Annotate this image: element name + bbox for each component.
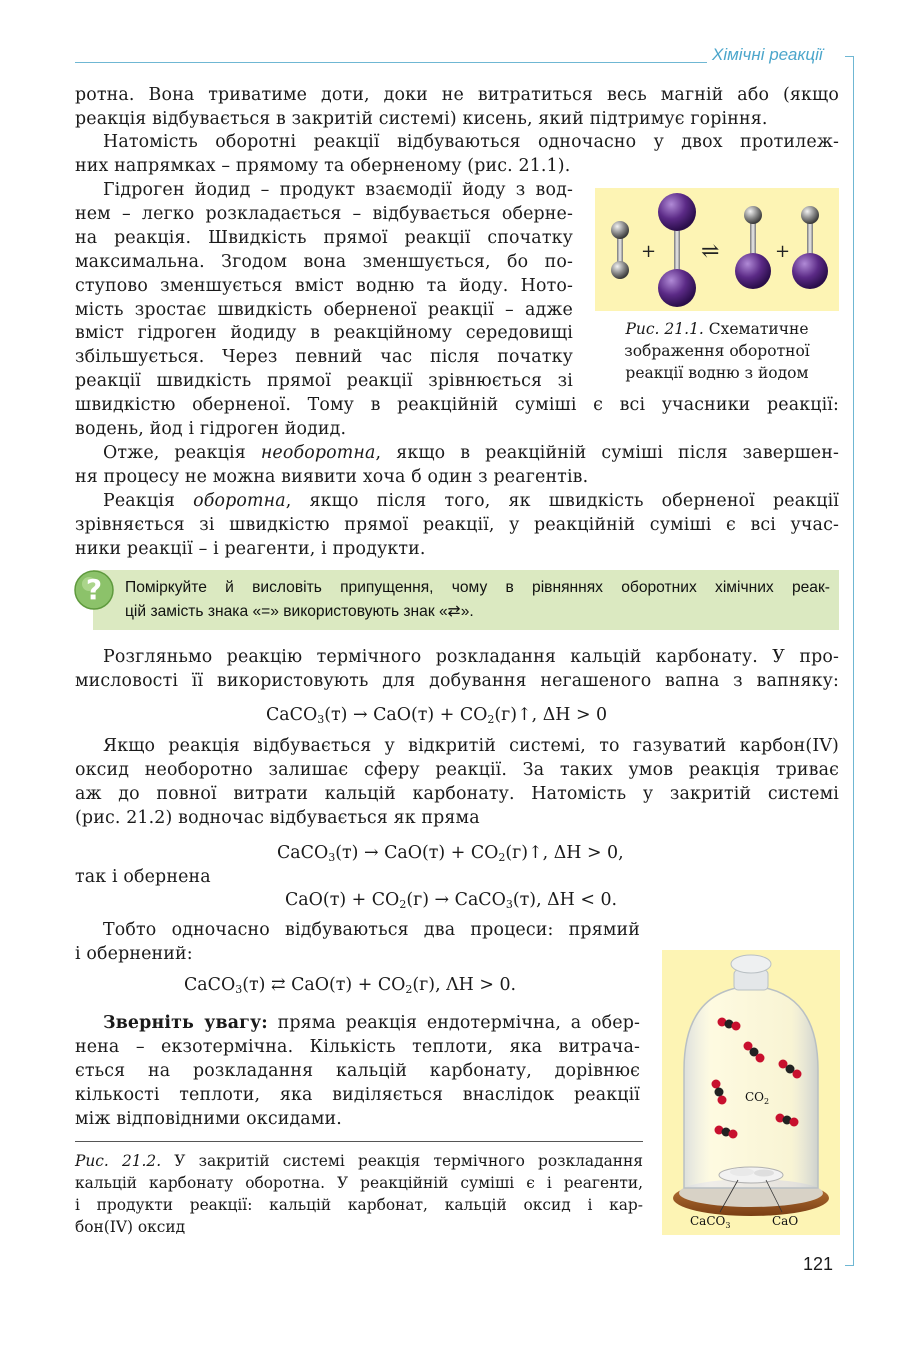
text-line: збільшується. Через певний час після початку	[75, 347, 573, 368]
hi-molecule	[735, 206, 771, 289]
caption-text: кальцій карбонату оборотна. У реакційній суміші є і реагенти,	[75, 1174, 643, 1192]
paragraph-3-full	[75, 394, 839, 442]
text-line: ня процесу не можна виявити хоча б один з реагентів.	[75, 466, 589, 487]
figure-21-1-caption	[595, 318, 839, 384]
text-line: мість зростає швидкість оберненої реакції – адже	[75, 299, 573, 320]
equilibrium-arrows: ⇌	[701, 239, 720, 264]
page-number: 121	[803, 1254, 834, 1274]
figure-21-2-caption	[75, 1150, 643, 1238]
equation-equilibrium: CaCO$_3$(т) ⇄ $CaO(т) + CO_2(г)$, ΛH > 0.	[184, 975, 517, 996]
text-line: ступово зменшується вміст водню та йоду. Ното-	[75, 275, 573, 296]
caco3-label: CaCO$_3$	[690, 1214, 731, 1230]
figure-21-1	[595, 188, 839, 311]
text-line: цій замість знака «=» використовують знак «⇄».	[125, 603, 474, 620]
term-reversible: оборотна	[193, 491, 286, 511]
page-margin-bracket	[845, 56, 854, 1266]
text-line: мисловості її використовують для добування негашеного вапна з вапняку:	[75, 670, 839, 691]
caption-rule	[75, 1141, 643, 1142]
paragraph-5-definition	[75, 490, 839, 562]
text-line: Поміркуйте й висловіть припущення, чому в рівняннях оборотних хімічних реак-	[125, 579, 830, 596]
text-line: ється на розкладання кальцій карбонату, дорівнює	[75, 1060, 640, 1081]
note-label: Зверніть увагу:	[103, 1013, 268, 1033]
text-line: зрівняється зі швидкістю прямої реакції, у реакційній суміші є всі учас-	[75, 514, 839, 535]
equation-reverse: $CaO(т) + CO_2(г)$ → CaCO$_3$(т), ΔH < 0.	[285, 890, 618, 911]
term-irreversible: необоротна	[260, 443, 376, 463]
h2-molecule	[611, 221, 629, 279]
figure-21-2	[662, 950, 840, 1235]
paragraph-4-definition	[75, 442, 839, 490]
paragraph-3-wrapped	[75, 179, 573, 394]
caption-text: і продукти реакції: кальцій карбонат, кальцій оксид і кар-	[75, 1196, 643, 1214]
text-line: Гідроген йодид – продукт взаємодії йоду з вод-	[103, 180, 573, 200]
text-line: оксид необоротно залишає сферу реакції. За таких умов реакція триває	[75, 759, 839, 780]
text-line: так і обернена	[75, 867, 211, 887]
text-line: аж до повної витрати кальцій карбонату. Натомість у закритій системі	[75, 783, 839, 804]
text-line: ники реакції – і реагенти, і продукти.	[75, 538, 426, 559]
hi-reaction-diagram	[595, 188, 839, 311]
question-icon	[74, 570, 114, 610]
svg-text:?: ?	[85, 573, 103, 606]
co2-label: $CO_2$	[745, 1090, 770, 1106]
text-line: реакції швидкість прямої реакції зрівнюється зі	[75, 371, 573, 392]
cao-label: CaO	[772, 1214, 799, 1228]
caption-text: бон(IV) оксид	[75, 1218, 186, 1236]
text-fragment: Отже, реакція	[103, 443, 261, 463]
text-line: ротна. Вона триватиме доти, доки не витратиться весь магній або (якщо	[75, 85, 839, 105]
text-line: швидкістю оберненої. Тому в реакційній суміші є всі учасники реакції:	[75, 395, 839, 415]
text-line: реакція відбувається в закритій системі) кисень, який підтримує горіння.	[75, 108, 768, 129]
paragraph-1	[75, 84, 839, 132]
equation-forward: CaCO$_3$(т) → $CaO(т) + CO_2(г)↑$, ΔH > 0,	[277, 843, 624, 864]
glass-bell	[684, 986, 818, 1188]
stopper	[731, 955, 771, 973]
paragraph-9	[75, 919, 640, 967]
text-line: водень, йод і гідроген йодид.	[75, 418, 347, 439]
text-line: нена – екзотермічна. Кількість теплоти, яка витрача-	[75, 1036, 640, 1057]
text-line: кількості теплоти, яка виділяється внаслідок реакції	[75, 1084, 640, 1105]
paragraph-10-note	[75, 1012, 640, 1132]
text-fragment: , якщо в реакційній суміші після завершен-	[375, 443, 840, 463]
question-text	[125, 576, 830, 624]
caption-text: зображення оборотної	[624, 342, 810, 360]
chapter-title: Хімічні реакції	[712, 45, 823, 64]
text-line: максимальна. Згодом вона зменшується, бо по-	[75, 251, 573, 272]
text-line: Натомість оборотні реакції відбуваються одночасно у двох протилеж-	[103, 132, 839, 152]
caption-text: У закритій системі реакція термічного розкладання	[161, 1152, 643, 1170]
plus-sign: +	[775, 241, 791, 262]
caption-text: Схематичне	[703, 320, 809, 338]
i2-molecule	[658, 193, 696, 307]
paragraph-2	[75, 131, 839, 179]
text-line: вміст гідроген йодиду в реакційному середовищі	[75, 323, 573, 344]
text-line: них напрямках – прямому та оберненому (рис. 21.1).	[75, 155, 571, 176]
bell-jar-illustration	[662, 950, 840, 1235]
paragraph-6	[75, 646, 839, 694]
text-fragment: пряма реакція ендотермічна, а обер-	[267, 1013, 641, 1033]
equation-decomposition: CaCO$_3$(т) → $CaO(т) + CO_2(г)↑$, ΔH > 0	[266, 705, 608, 726]
text-line: і обернений:	[75, 943, 193, 964]
text-line: нем – легко розкладається – відбувається оберне-	[75, 203, 573, 224]
text-line: між відповідними оксидами.	[75, 1108, 342, 1129]
caption-label: Рис. 21.1.	[625, 320, 704, 338]
plus-sign: +	[641, 241, 657, 262]
text-line: Якщо реакція відбувається у відкритій системі, то газуватий карбон(IV)	[103, 736, 839, 756]
text-line: Тобто одночасно відбуваються два процеси: прямий	[103, 920, 640, 940]
text-line: (рис. 21.2) водночас відбувається як пряма	[75, 807, 480, 828]
text-fragment: , якщо після того, як швидкість оберненої реакції	[285, 491, 839, 511]
header-rule	[75, 62, 707, 63]
text-line: на реакція. Швидкість прямої реакції спочатку	[75, 227, 573, 248]
caption-label: Рис. 21.2.	[75, 1152, 162, 1170]
text-line: Розгляньмо реакцію термічного розкладання кальцій карбонату. У про-	[103, 647, 839, 667]
caption-text: реакції водню з йодом	[625, 364, 809, 382]
text-fragment: Реакція	[103, 491, 194, 511]
paragraph-7	[75, 735, 839, 831]
hi-molecule	[792, 206, 828, 289]
